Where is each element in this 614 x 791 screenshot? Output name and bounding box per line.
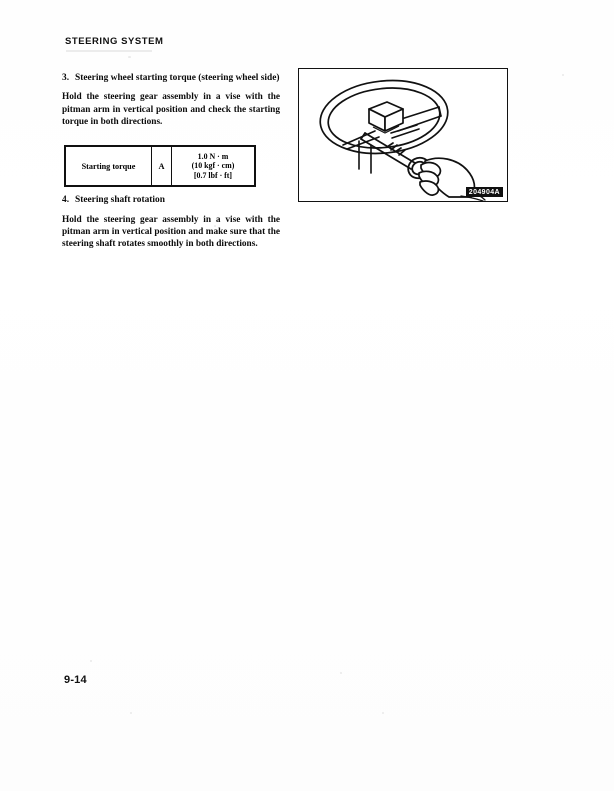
scan-speck — [340, 672, 342, 674]
spec-value-imperial: [0.7 lbf · ft] — [193, 170, 233, 180]
section-4-number: 4. — [62, 195, 70, 206]
scan-speck — [562, 74, 564, 76]
figure-panel — [298, 68, 508, 202]
scan-speck — [128, 56, 131, 58]
section-3-body: Hold the steering gear assembly in a vise with the pitman arm in vertical position and check the starting torque in both directions. — [62, 92, 280, 128]
page-number: 9-14 — [64, 674, 87, 686]
scan-speck — [130, 712, 132, 714]
section-3-title — [62, 72, 280, 84]
section-4-body: Hold the steering gear assembly in a vise with the pitman arm in vertical position and make sure that the steering shaft rotates smoothly in both directions. — [62, 214, 280, 250]
scan-speck — [90, 660, 92, 662]
spec-value-primary: 1.0 N · m — [197, 151, 229, 161]
section-3-number: 3. — [62, 73, 70, 83]
section-4-title — [62, 194, 280, 206]
header-smudge — [66, 50, 152, 52]
scan-speck — [382, 712, 384, 714]
specification-table — [64, 145, 256, 187]
section-4-title-text: Steering shaft rotation — [75, 195, 165, 206]
figure-id-label: 204904A — [466, 187, 503, 197]
document-header: STEERING SYSTEM — [65, 36, 164, 47]
section-3-title-text: Steering wheel starting torque (steering wheel side) — [75, 73, 280, 83]
spec-value-metric: (10 kgf · cm) — [191, 161, 235, 171]
spec-name-cell: Starting torque — [66, 147, 152, 185]
spec-mark-cell: A — [152, 147, 172, 185]
steering-wheel-illustration — [299, 69, 507, 201]
spec-value-cell — [172, 147, 254, 185]
